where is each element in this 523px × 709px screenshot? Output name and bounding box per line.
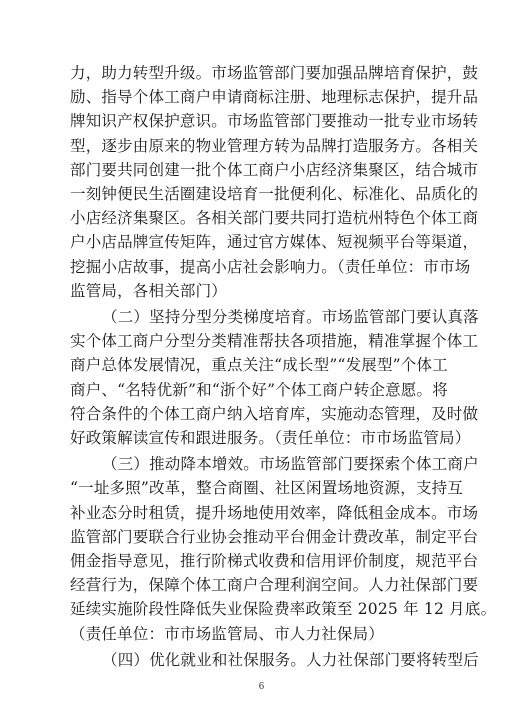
paragraph-line: 商户、“名特优新”和“浙个好”个体工商户转企意愿。将 bbox=[70, 380, 448, 399]
paragraph-line: 部门要共同创建一批个体工商户小店经济集聚区，结合城市 bbox=[70, 160, 479, 179]
paragraph-line: 延续实施阶段性降低失业保险费率政策至 2025 年 12 月底。 bbox=[70, 600, 497, 619]
section-heading-line: （三）推动降本增效。市场监管部门要探索个体工商户 bbox=[102, 455, 479, 474]
paragraph-line: 挖掘小店故事，提高小店社会影响力。（责任单位：市市场 bbox=[70, 257, 471, 276]
paragraph-line: 监管部门要联合行业协会推动平台佣金计费改革，制定平台 bbox=[70, 527, 479, 546]
paragraph-line: “一址多照”改革，整合商圈、社区闲置场地资源，支持互 bbox=[70, 479, 464, 498]
section-heading-line: （二）坚持分型分类梯度培育。市场监管部门要认真落 bbox=[102, 308, 479, 326]
paragraph-line: 型，逐步由原来的物业管理方转为品牌打造服务方。各相关 bbox=[70, 136, 479, 155]
paragraph-line: 佣金指导意见，推行阶梯式收费和信用评价制度，规范平台 bbox=[70, 552, 479, 570]
paragraph-line: 一刻钟便民生活圈建设培育一批便利化、标准化、品质化的 bbox=[70, 185, 479, 203]
paragraph-line: 励、指导个体工商户申请商标注册、地理标志保护，提升品 bbox=[70, 88, 479, 107]
paragraph-line: （责任单位：市市场监管局、市人力社保局） bbox=[70, 624, 385, 643]
paragraph-line: 监管局，各相关部门） bbox=[70, 281, 228, 300]
paragraph-line: 力，助力转型升级。市场监管部门要加强品牌培育保护，鼓 bbox=[70, 64, 479, 82]
paragraph-line: 商户总体发展情况，重点关注“成长型”“发展型”个体工 bbox=[70, 356, 448, 375]
paragraph-line: 好政策解读宣传和跟进服务。（责任单位：市市场监管局） bbox=[70, 429, 471, 447]
paragraph-line: 小店经济集聚区。各相关部门要共同打造杭州特色个体工商 bbox=[70, 209, 479, 228]
paragraph-line: 户小店品牌宣传矩阵，通过官方媒体、短视频平台等渠道， bbox=[70, 233, 479, 252]
paragraph-line: 实个体工商户分型分类精准帮扶各项措施，精准掌握个体工 bbox=[70, 332, 479, 351]
section-heading-line: （四）优化就业和社保服务。人力社保部门要将转型后 bbox=[102, 650, 479, 669]
paragraph-line: 经营行为，保障个体工商户合理利润空间。人力社保部门要 bbox=[70, 576, 479, 595]
page-number: 6 bbox=[258, 682, 265, 692]
paragraph-line: 牌知识产权保护意识。市场监管部门要推动一批专业市场转 bbox=[70, 112, 479, 131]
paragraph-line: 补业态分时租赁，提升场地使用效率，降低租金成本。市场 bbox=[70, 503, 479, 522]
paragraph-line: 符合条件的个体工商户纳入培育库，实施动态管理，及时做 bbox=[70, 404, 479, 423]
